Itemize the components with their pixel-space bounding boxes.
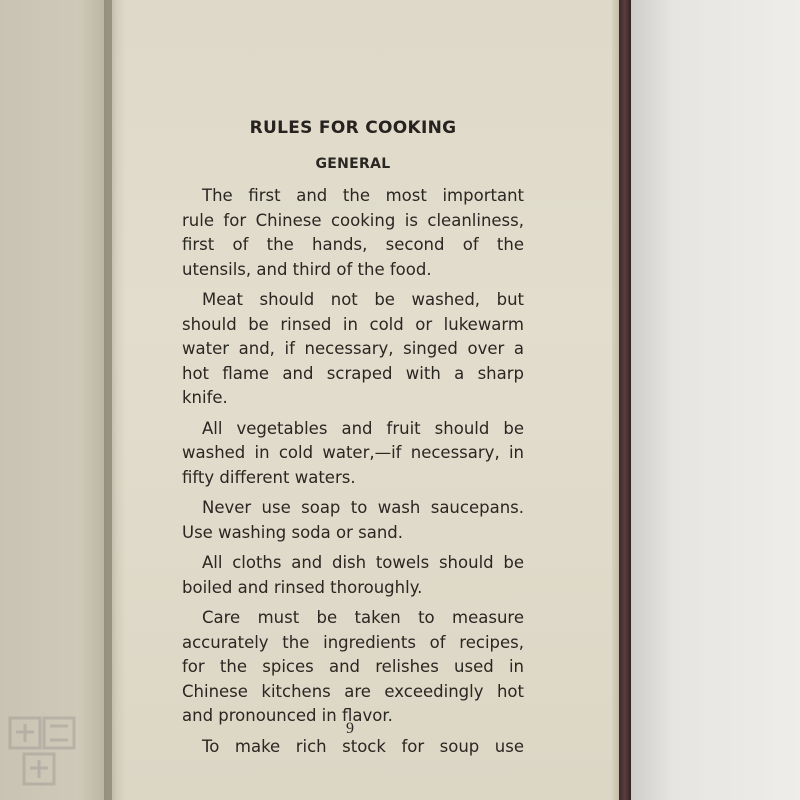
page-number: 9 xyxy=(346,720,354,737)
text-line: hot flame and scraped with a sharp xyxy=(182,363,524,383)
text-line: The first and the most important xyxy=(202,186,524,205)
text-line: utensils, and third of the food. xyxy=(182,259,432,279)
text-line: water and, if necessary, singed over a xyxy=(182,339,524,358)
paragraph xyxy=(182,496,524,545)
text-line: Meat should not be washed, but xyxy=(202,290,524,309)
text-line: accurately the ingredients of recipes, xyxy=(182,632,524,652)
text-line: for the spices and relishes used in xyxy=(182,657,524,676)
text-line: washed in cold water,—if necessary, in xyxy=(182,443,524,462)
book-cover-edge xyxy=(619,0,631,800)
text-line: Chinese kitchens are exceedingly hot xyxy=(182,681,524,701)
text-line: and pronounced in flavor. xyxy=(182,706,393,725)
text-line: rule for Chinese cooking is cleanliness, xyxy=(182,210,524,230)
page-text-block xyxy=(182,110,524,765)
text-line: Care must be taken to measure xyxy=(202,608,524,627)
paragraph xyxy=(182,735,524,760)
text-line: To make rich stock for soup use xyxy=(202,736,524,756)
text-line: fifty different waters. xyxy=(182,467,356,487)
text-line: All cloths and dish towels should be xyxy=(202,553,524,572)
section-subtitle: GENERAL xyxy=(315,156,391,172)
text-line: should be rinsed in cold or lukewarm xyxy=(182,314,524,334)
text-line: knife. xyxy=(182,388,228,407)
book-gutter-shadow xyxy=(104,0,126,800)
left-page xyxy=(0,0,112,800)
text-line: Never use soap to wash saucepans. xyxy=(202,498,524,517)
paragraph xyxy=(182,288,524,411)
paragraph xyxy=(182,551,524,600)
text-line: boiled and rinsed thoroughly. xyxy=(182,577,423,597)
paragraph xyxy=(182,606,524,729)
paragraph xyxy=(182,184,524,282)
text-line: Use washing soda or sand. xyxy=(182,522,404,542)
background-surface xyxy=(631,0,800,800)
page-title: RULES FOR COOKING xyxy=(249,118,457,138)
paragraph xyxy=(182,417,524,491)
text-line: All vegetables and fruit should be xyxy=(202,418,524,438)
text-line: first of the hands, second of the xyxy=(182,235,524,254)
seal-watermark-icon xyxy=(4,712,94,792)
